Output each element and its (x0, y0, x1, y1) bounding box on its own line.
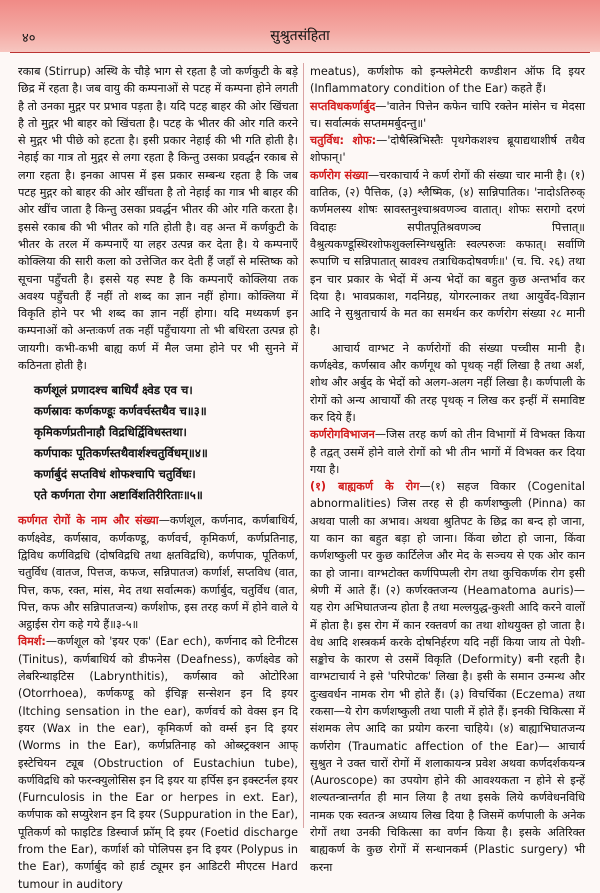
paragraph-text: —कर्णशूल, कर्णनाद, कर्णबाधिर्य, कर्णक्ष्वेड, कर्णस्राव, कर्णकण्डू, कर्णवर्च, कृमिकर्ण, कर्णप्रतिनाह, द्विविध कर्णविद्रधि (दोषविद्रधि तथा क्षतविद्रधि), कर्णपाक, पूतिकर्ण, चतुर्विध (वातज, पित्तज, कफज, सन्निपातज) कर्णार्श, सप्तविध (वात, पित्त, कफ, रक्त, मांस, मेद तथा सर्वात्मक) कर्णार्बुद, चतुर्विध (वात, पित्त, कफ और सन्निपातजन्य) कर्णशोफ, इस तरह कर्ण में होने वाले ये अट्ठाईस रोग कहे गये हैं॥३-५॥ (18, 514, 298, 632)
section-heading: (१) बाह्यकर्ण के रोग (310, 480, 420, 494)
right-para-5: आचार्य वाग्भट ने कर्णरोगों की संख्या पच्चीस मानी है। कर्णक्ष्वेड, कर्णस्राव और कर्णगूथ को पृथक् नहीं लिखा है तथा अर्श, शोथ और अर्बुद के भेदों को अलग-अलग नहीं लिखा है। कर्णपाली के रोगों को अन्य आचार्यों की तरह पृथक् न लिख कर इन्हीं में समाविष्ट कर दिये हैं। (310, 341, 585, 424)
verse-line: कर्णस्रावः कर्णकण्डूः कर्णवर्चस्तथैव च॥३॥ (34, 404, 207, 419)
paragraph-text: —(१) सहज विकार (Cogenital abnormalities) जिस तरह से ही कर्णशष्कुली (Pinna) का अथवा पाली का अभाव। अथवा श्रुतिपट के छिद्र का बन्द हो जाना, या कान का बहुत बड़ा हो जाना। किंवा छोटा हो जाना, किंवा कर्णशष्कुली पर कुछ कार्टिलेज और मेद के सञ्चय से एक ओर कान का हो जाना। वाग्भटोक्त कर्णपिप्पली रोग तथा कुचिकर्णक रोग इसी श्रेणी में आते हैं। (२) कर्णरक्तजन्य (Heamatoma auris)— यह रोग अभिघातजन्य होता है तथा मल्लयुद्ध-कुश्ती आदि करने वालों में होता है। इस रोग में कान रक्तवर्ण का तथा शोथयुक्त हो जाता है। वेध आदि शस्त्रकर्म करके दोषनिर्हरण यदि नहीं किया जाय तो पेशी-सङ्कोच के कारण से उसमें विकृति (Deformity) बनी रहती है। वाग्भटाचार्य ने इसे 'परिपोटक' लिखा है। इसी के समान उन्मन्थ और दुःखवर्धन नामक रोग भी होते हैं। (३) विचर्चिका (Eczema) तथा रकसा—ये रोग कर्णशष्कुली तथा पाली में होते हैं। इनकी चिकित्सा में संशमक लेप आदि का प्रयोग करना चाहिये। (४) बाह्याभिघातजन्य कर्णरोग (Traumatic affection of the Ear)— आचार्य सुश्रुत ने उक्त चारों रोगों में शलाकायन्त्र प्रवेश अथवा कर्णदर्शकयन्त्र (Auroscope) का उपयोग होने की आवश्यकता न होने से इन्हें शल्यतन्त्रान्तर्गत ही मान लिया है तथा इसके लिये कर्णवेधनविधि नामक एक स्वतन्त्र अध्याय लिख दिया है जिसमें कर्णपाली के अनेक रोगों तथा उनकी चिकित्सा का वर्णन किया है। इसके अतिरिक्त बाह्यकर्ण के कुछ रोगों में सन्धानकर्म (Plastic surgery) भी करना (310, 480, 585, 874)
section-heading: कर्णरोगविभाजन (310, 428, 375, 442)
verse-line: एते कर्णगता रोगा अष्टाविंशतिरीरिताः॥५॥ (34, 488, 203, 503)
paragraph-text: —कर्णशूल को 'इयर एक' (Ear ech), कर्णनाद को टिनीटस (Tinitus), कर्णबाधिर्य को डीफनेस (Deafness), कर्णक्ष्वेड को लेबरिन्थाइटिस (Labrynthitis), कर्णस्राव को ओटोरिआ (Otorrhoea), कर्णकण्डू को ईचिङ्ग सन्सेशन इन दि इयर (Itching sensation in the ear), कर्णवर्च को वेक्स इन दि इयर (Wax in the ear), कृमिकर्ण को वर्म्स इन दि इयर (Worms in the Ear), कर्णप्रतिनाह को ओब्स्ट्रक्शन आफ् इस्टेचियन ट्यूब (Obstruction of Eustachiun tube), कर्णविद्रधि को फरन्क्युलोसिस इन दि इयर या हर्पिस इन इक्स्टर्नल इयर (Furnculosis in the Ear or herpes in ext. Ear), कर्णपाक को सप्युरेशन इन दि इयर (Suppuration in the Ear), पूतिकर्ण को फाइटिड डिस्चार्ज फ्रॉम् दि इयर (Foetid discharge from the Ear), कर्णार्श को पोलिपस इन दि इयर (Polypus in the Ear), कर्णार्बुद को हार्ड ट्यूमर इन आडिटरी मीएटस Hard tumour in auditory (18, 635, 298, 891)
paragraph-text: —चरकाचार्य ने कर्ण रोगों की संख्या चार मानी है। (१) वातिक, (२) पैत्तिक, (३) श्लैष्मिक, (४) सान्निपातिक। 'नादोऽतिरुक् कर्णमलस्य शोषः स्रावस्तनुश्चाश्रवणञ्च वातात्। शोफः सरागो दरणं विदाहः सपीतपूतिश्रवणञ्च पित्तात्॥ वैश्रुत्यकण्डूस्थिरशोफशुक्लस्निग्धस्रुतिः स्वल्परुजः कफात्। सर्वाणि रूपाणि च सन्निपातात् स्रावश्च तत्राधिकदोषवर्णः॥' (च. चि. २६) तथा इन चार प्रकार के भेदों में अन्य भेदों का बहुत कुछ अन्तर्भाव कर दिया है। भावप्रकाश, गदनिग्रह, योगरत्नाकर तथा आयुर्वेद-विज्ञान आदि ने सुश्रुताचार्य के मत का समर्थन कर कर्णरोग संख्या २८ मानी है। (310, 168, 585, 338)
page-number: ४० (22, 31, 36, 46)
paragraph-text: —जिस तरह कर्ण को तीन विभागों में विभक्त किया है तद्वत् उसमें होने वाले रोगों को भी तीन भागों में विभक्त कर दिया गया है। (310, 428, 585, 476)
right-para-3 (310, 132, 585, 167)
left-column (18, 63, 298, 893)
section-heading: कर्णरोग संख्या (310, 168, 369, 182)
section-heading: कर्णगत रोगों के नाम और संख्या (18, 514, 159, 528)
section-heading: सप्तविधकर्णार्बुद (310, 99, 376, 113)
right-para-6 (310, 426, 585, 478)
right-para-1: meatus), कर्णशोफ को इन्फ्लेमेटरी कण्डीशन ऑफ दि इयर (Inflammatory condition of the Ear) कहते हैं। (310, 65, 585, 96)
section-heading: चतुर्विध: शोफ: (310, 134, 377, 148)
left-para-1: रकाब (Stirrup) अस्थि के चौड़े भाग से रहता है जो कर्णकुटी के बड़े छिद्र में रहता है। जब वायु की कम्पनाओं से पटह में कम्पना होने लगती है तो उनका मुद्गर पर प्रभाव पड़ता है। यदि पटह बाहर की ओर खिंचता है तो मुद्गर भी बाहर को खिंचता है। पटह के भीतर की ओर गति करने से मुद्गर भी पीछे को हटता है। इसी प्रकार नेहाई की भी गति होती है। नेहाई का गात्र तो मुद्गर से लगा रहता है किन्तु उसका प्रवर्द्धन रकाब से लगा रहता है। इनका आपस में इस प्रकार सम्बन्ध रहता है कि जब पटह मुद्गर को बाहर की ओर खींचता है तो नेहाई का गात्र भी बाहर की ओर खींच जाता है किन्तु उसका प्रवर्द्धन भीतर की ओर गति करता है। इससे रकाब की भी भीतर को गति होती है। वह अन्त में कर्णकुटी के भीतर के तरल में कम्पनाएँ या लहर उत्पन्न कर देता है। ये कम्पनाएँ कोक्लिया की सारी कला को उत्तेजित कर देती हैं जहाँ से मस्तिष्क को सूचना पहुँचती है। इससे यह स्पष्ट है कि कम्पनाएँ कोक्लिया तक अवश्य पहुँचती हैं नहीं तो शब्द का ज्ञान नहीं होगा। कोक्लिया में विकृति होने पर भी शब्द का ज्ञान नहीं होगा। यदि मध्यकर्ण इन कम्पनाओं को अन्तःकर्ण तक नहीं पहुँचायगा तो भी बधिरता उत्पन्न हो जायगी। कभी-कभी बाह्य कर्ण में मैल जमा होने पर भी सुनने में कठिनता होती है। (18, 65, 298, 373)
verse-block (34, 380, 298, 506)
verse-line: कर्णार्बुदं सप्तविधं शोफश्चापि चतुर्विधः। (34, 467, 196, 482)
header-rule (10, 52, 590, 53)
section-heading: विमर्श: (18, 635, 46, 649)
left-para-2 (18, 512, 298, 633)
right-column (310, 63, 585, 876)
left-para-3 (18, 633, 298, 892)
right-para-4 (310, 167, 585, 340)
page-header (0, 0, 600, 52)
verse-line: कर्णशूलं प्रणादश्च बाधिर्यं क्ष्वेड एव च। (34, 383, 193, 398)
paragraph-text: —'दोषैस्त्रिभिस्तैः पृथगेकशश्च ब्रूयाद्यथाशीर्ष तथैव शोफान्।' (310, 134, 585, 165)
paragraph-text: —'वातेन पित्तेन कफेन चापि रक्तेन मांसेन च मेदसा च। सर्वात्मकं सप्तममर्बुदन्तु॥' (310, 99, 585, 130)
verse-line: कृमिकर्णप्रतीनाहौ विद्रधिर्द्विविधस्तथा। (34, 425, 187, 440)
running-title: सुश्रुतसंहिता (270, 28, 330, 44)
right-para-7 (310, 478, 585, 876)
column-divider (303, 63, 304, 828)
verse-line: कर्णपाकः पूतिकर्णस्तथैवार्शश्चतुर्विधम्॥४॥ (34, 446, 208, 461)
right-para-2 (310, 98, 585, 133)
